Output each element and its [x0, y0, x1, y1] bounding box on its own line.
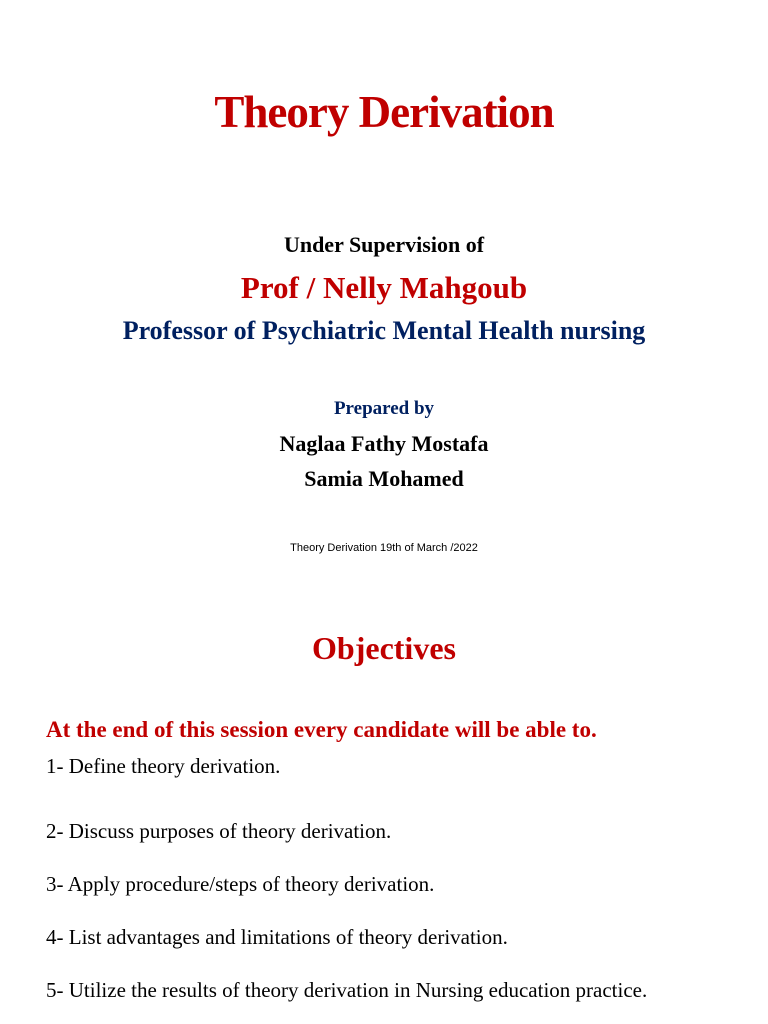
page-title: Theory Derivation [214, 87, 554, 137]
objectives-heading: Objectives [312, 630, 456, 666]
objective-item: 5- Utilize the results of theory derivation in Nursing education practice. [46, 978, 648, 1002]
supervisor-name: Prof / Nelly Mahgoub [240, 270, 528, 305]
presentation-date-note: Theory Derivation 19th of March /2022 [290, 542, 478, 554]
objective-item: 4- List advantages and limitations of theory derivation. [46, 925, 508, 949]
objective-item: 2- Discuss purposes of theory derivation. [46, 819, 392, 843]
supervisor-role: Professor of Psychiatric Mental Health nursing [122, 316, 646, 345]
author-name: Samia Mohamed [304, 466, 464, 491]
objectives-intro: At the end of this session every candidate will be able to. [46, 717, 597, 742]
supervision-label: Under Supervision of [283, 232, 485, 257]
objective-item: 3- Apply procedure/steps of theory derivation. [46, 872, 435, 896]
prepared-by-label: Prepared by [333, 398, 435, 419]
objective-item: 1- Define theory derivation. [46, 754, 281, 778]
author-name: Naglaa Fathy Mostafa [279, 431, 489, 456]
